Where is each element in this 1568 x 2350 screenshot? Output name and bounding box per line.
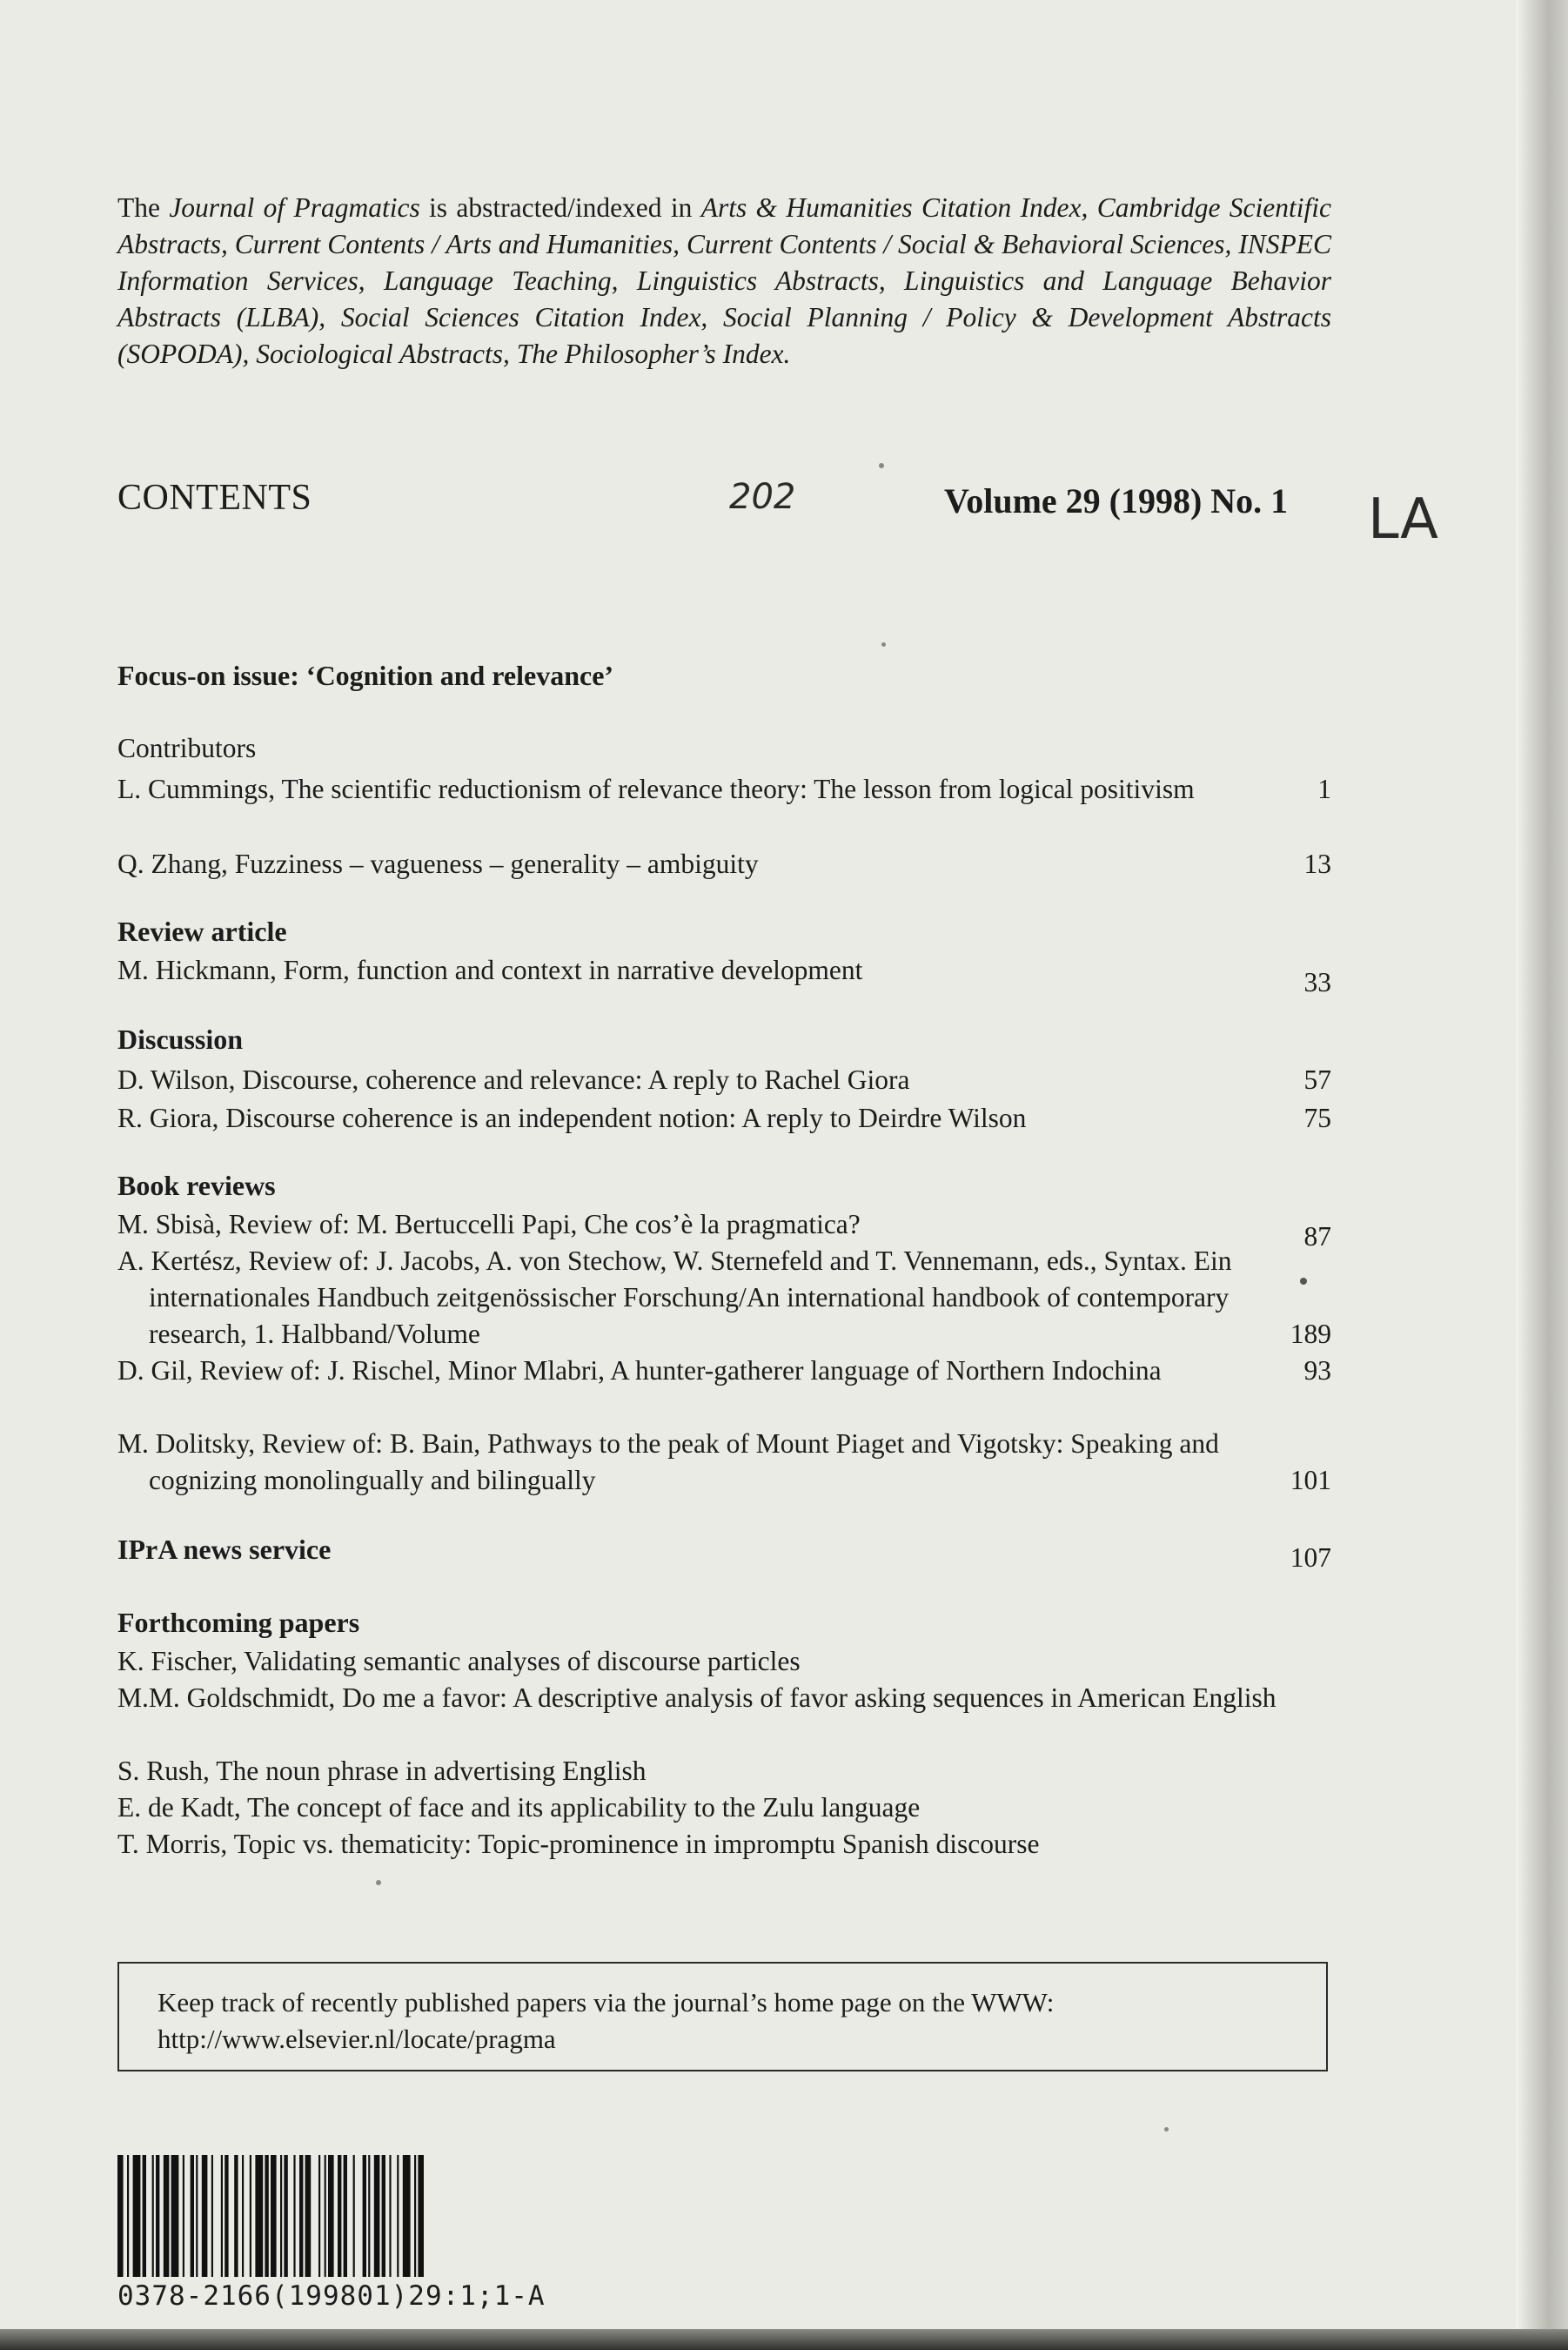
toc-entry-page: 57 [1303, 1064, 1331, 1095]
toc-entry-page: 107 [1290, 1542, 1331, 1573]
page-bottom-edge [0, 2329, 1568, 2350]
book-reviews-heading: Book reviews [117, 1170, 276, 1201]
toc-entry-page: 75 [1303, 1103, 1331, 1133]
toc-entry[interactable] [117, 1353, 1331, 1389]
indexing-statement [117, 190, 1331, 373]
toc-entry-page: 87 [1303, 1221, 1331, 1252]
book-spine-edge [1516, 0, 1568, 2350]
abstract-seg-journal: Journal of Pragmatics [169, 192, 420, 223]
toc-entry[interactable] [117, 1100, 1331, 1137]
toc-entry[interactable] [117, 1206, 1331, 1252]
forthcoming-item: T. Morris, Topic vs. thematicity: Topic-prominence in impromptu Spanish discourse [117, 1829, 1040, 1859]
focus-issue-heading: Focus-on issue: ‘Cognition and relevance’ [117, 660, 614, 691]
ipra-heading: IPrA news service [117, 1534, 332, 1565]
toc-entry-title: Q. Zhang, Fuzziness – vagueness – generality – ambiguity [117, 849, 759, 879]
paper-speck [1164, 2127, 1169, 2132]
toc-entry-page: 33 [1303, 967, 1331, 997]
handwritten-note-left: 202 [729, 477, 796, 517]
toc-entry-title: R. Giora, Discourse coherence is an independent notion: A reply to Deirdre Wilson [117, 1103, 1027, 1133]
website-notice-box [117, 1962, 1328, 2071]
website-notice-text: Keep track of recently published papers via the journal’s home page on the WWW: http://www.elsevier.nl/locate/pragma [157, 1987, 1055, 2054]
paper-speck [879, 463, 884, 468]
toc-entry-title: L. Cummings, The scientific reductionism of relevance theory: The lesson from logical positivism [117, 774, 1195, 804]
forthcoming-item: S. Rush, The noun phrase in advertising English [117, 1756, 647, 1786]
abstract-seg-index-list: Arts & Humanities Citation Index, Cambridge Scientific Abstracts, Current Contents / Arts and Humanities, Current Contents / Social & Behavioral Sciences, INSPEC Information Services, Language Teaching, Linguistics Abstracts, Linguistics and Language Behavior Abstracts (LLBA), Social Sciences Citation Index, Social Planning / Policy & Development Abstracts (SOPODA), Sociological Abstracts, The Philosopher’s Index. [117, 192, 1331, 369]
toc-entry-title: M. Hickmann, Form, function and context in narrative development [117, 955, 863, 985]
barcode-icon [117, 2155, 593, 2277]
toc-entry-title: D. Wilson, Discourse, coherence and relevance: A reply to Rachel Giora [117, 1064, 910, 1095]
forthcoming-item: E. de Kadt, The concept of face and its applicability to the Zulu language [117, 1792, 921, 1823]
forthcoming-heading: Forthcoming papers [117, 1607, 360, 1638]
paper-speck [376, 1880, 381, 1885]
toc-entry-ipra[interactable] [117, 1534, 1331, 1573]
review-article-heading: Review article [117, 916, 287, 947]
issn-code: 0378-2166(199801)29:1;1-A [117, 2280, 546, 2312]
toc-entry-page: 13 [1303, 849, 1331, 879]
abstract-seg: is abstracted/indexed in [419, 192, 701, 223]
toc-entry-page: 101 [1290, 1465, 1331, 1495]
contributors-label: Contributors [117, 733, 257, 763]
toc-entry[interactable] [117, 1426, 1331, 1499]
toc-entry[interactable] [117, 1243, 1331, 1353]
toc-entry[interactable] [117, 846, 1331, 883]
contents-heading: CONTENTS [117, 478, 312, 518]
toc-entry-title: A. Kertész, Review of: J. Jacobs, A. von Stechow, W. Sternefeld and T. Vennemann, eds., Syntax. Ein internationales Handbuch zeitgenössischer Forschung/An international handbook of contemporary research, 1. Halbband/Volume [117, 1246, 1232, 1349]
toc-entry[interactable] [117, 1062, 1331, 1098]
forthcoming-item: K. Fischer, Validating semantic analyses of discourse particles [117, 1646, 801, 1676]
toc-entry-page: 93 [1303, 1355, 1331, 1386]
toc-entry-page: 1 [1317, 774, 1331, 804]
forthcoming-item: M.M. Goldschmidt, Do me a favor: A descriptive analysis of favor asking sequences in American English [117, 1682, 1277, 1713]
toc-entry-page: 189 [1290, 1319, 1331, 1349]
volume-info: Volume 29 (1998) No. 1 [944, 481, 1289, 520]
abstract-seg: The [117, 192, 170, 223]
discussion-heading: Discussion [117, 1024, 244, 1055]
toc-entry-title: D. Gil, Review of: J. Rischel, Minor Mlabri, A hunter-gatherer language of Northern Indochina [117, 1355, 1162, 1386]
toc-entry-title: M. Sbisà, Review of: M. Bertuccelli Papi, Che cos’è la pragmatica? [117, 1209, 861, 1239]
toc-entry-title: M. Dolitsky, Review of: B. Bain, Pathways to the peak of Mount Piaget and Vigotsky: Speaking and cognizing monolingually and bilingually [117, 1428, 1219, 1495]
paper-speck [1300, 1278, 1307, 1285]
paper-speck [881, 642, 886, 647]
handwritten-note-right: LA [1368, 487, 1438, 552]
toc-entry[interactable] [117, 952, 1331, 997]
toc-entry[interactable] [117, 771, 1331, 808]
